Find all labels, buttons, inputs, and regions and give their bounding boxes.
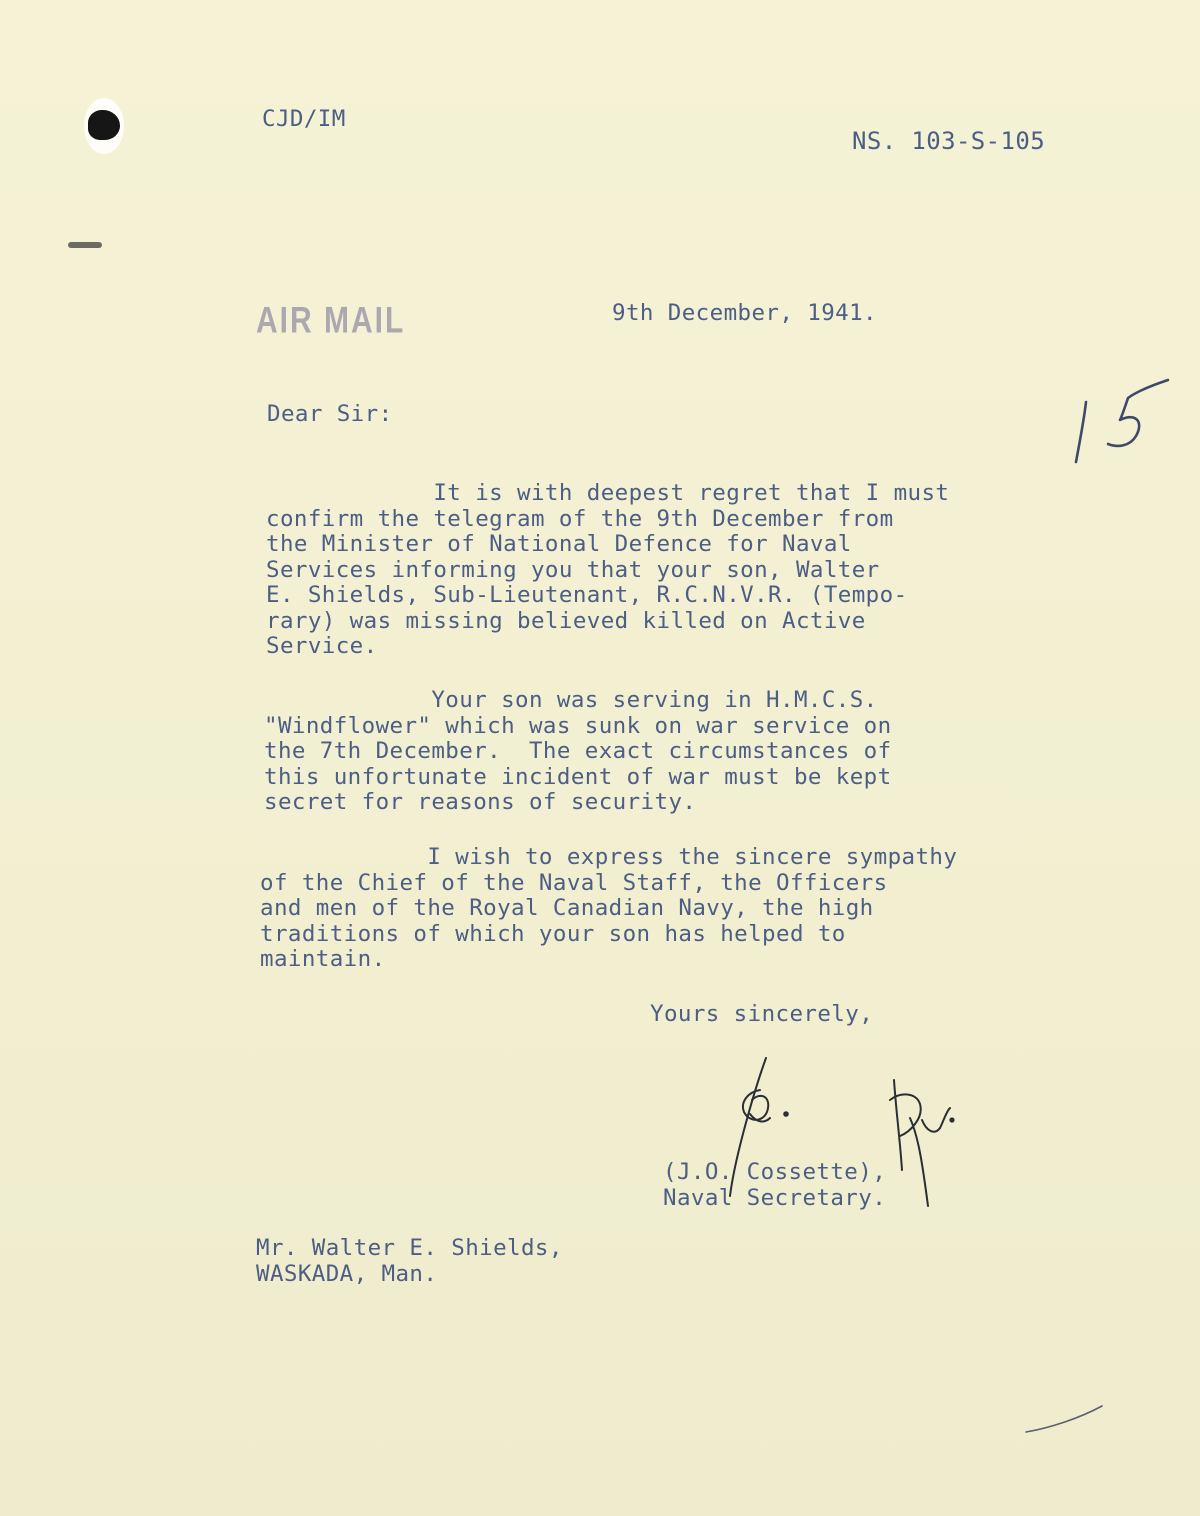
paragraph-3: I wish to express the sincere sympathy of the Chief of the Naval Staff, the Officers and men of the Royal Canadian Navy, the high traditions of which your son has helped to maintain. bbox=[260, 844, 958, 972]
signatory-title: Naval Secretary. bbox=[663, 1185, 887, 1211]
margin-annotation-15 bbox=[1076, 380, 1168, 462]
letter-date: 9th December, 1941. bbox=[612, 300, 877, 326]
paragraph-1: It is with deepest regret that I must confirm the telegram of the 9th December from the Minister of National Defence for Naval Services informing you that your son, Walter E. Shields, Sub-Lieutenant, R.C.N.V.R. (Tempo- rary) was missing believed killed on Active Service. bbox=[266, 480, 950, 659]
closing: Yours sincerely, bbox=[650, 1001, 874, 1027]
reference-initials: CJD/IM bbox=[262, 106, 346, 132]
paragraph-2: Your son was serving in H.M.C.S. "Windflower" which was sunk on war service on the 7th December. The exact circumstances of this unfortunate incident of war must be kept secret for reasons of security. bbox=[264, 687, 892, 815]
file-number: NS. 103-S-105 bbox=[852, 127, 1046, 155]
pencil-stroke bbox=[1026, 1406, 1102, 1432]
air-mail-stamp: AIR MAIL bbox=[256, 300, 406, 342]
signature-mark bbox=[730, 1058, 954, 1206]
salutation: Dear Sir: bbox=[267, 401, 393, 427]
recipient-address: WASKADA, Man. bbox=[256, 1261, 438, 1287]
signatory-name: (J.O. Cossette), bbox=[663, 1159, 887, 1185]
recipient-name: Mr. Walter E. Shields, bbox=[256, 1235, 563, 1261]
